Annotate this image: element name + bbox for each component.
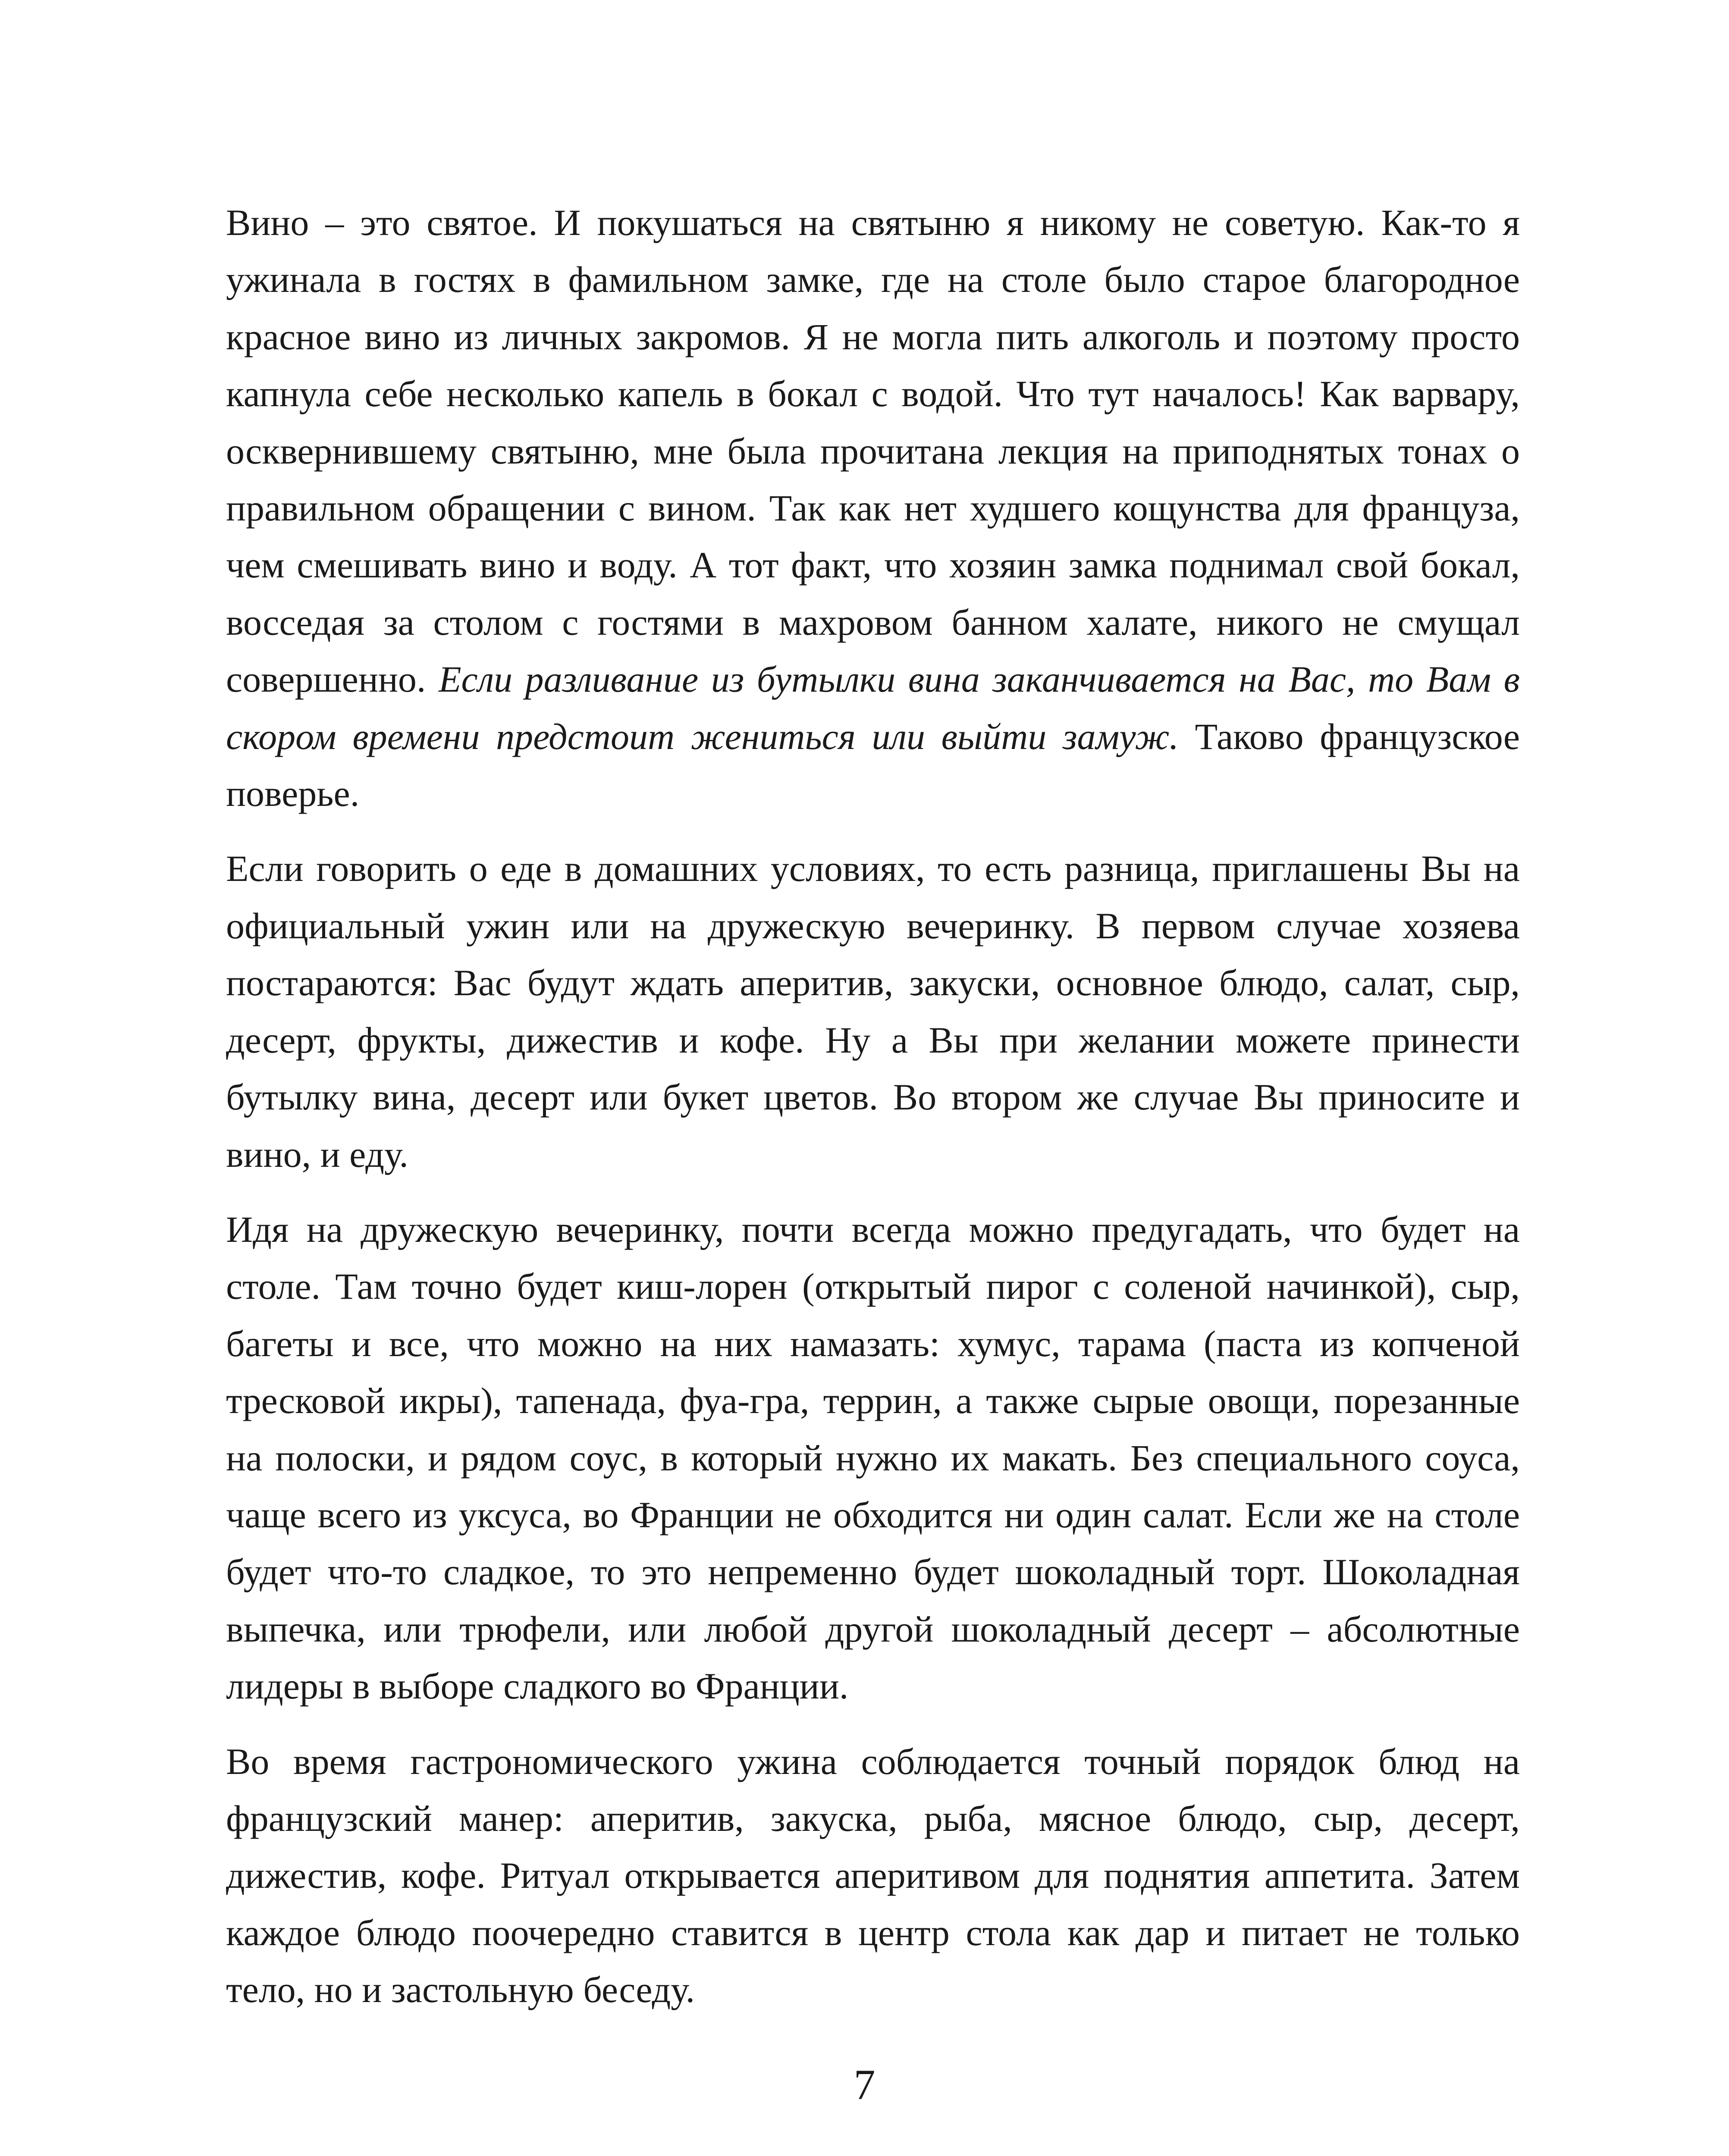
paragraph-home-dining: Если говорить о еде в домашних условиях, то есть разница, приглашены Вы на официальный ужин или на дружескую вечеринку. В первом случае хозяева постараются: Вас будут ждать аперитив, закуски, основное блюдо, салат, сыр, десерт, фрукты, дижестив и кофе. Ну а Вы при желании можете принести бутылку вина, десерт или букет цветов. Во втором же случае Вы приносите и вино, и еду. (226, 848, 1520, 1175)
superstition-italic: Если разливание из бутылки вина заканчивается на Вас, то Вам в скором времени предстоит жениться или выйти замуж. (226, 658, 1520, 757)
paragraph-wine-text: Вино – это святое. И покушаться на святыню я никому не советую. Как-то я ужинала в гостях в фамильном замке, где на столе было старое благородное красное вино из личных закромов. Я не могла пить алкоголь и поэтому просто капнула себе несколько капель в бокал с водой. Что тут началось! Как варвару, осквернившему святыню, мне была прочитана лекция на приподнятых тонах о правильном обращении с вином. Так как нет худшего кощунства для француза, чем смешивать вино и воду. А тот факт, что хозяин замка поднимал свой бокал, восседая за столом с гостями в махровом банном халате, никого не смущал совершенно. (226, 202, 1520, 700)
body-text (226, 194, 1520, 2018)
paragraph-wine-ending: Таково французское поверье. (226, 715, 1520, 815)
page-number: 7 (854, 2061, 875, 2109)
paragraph-wine (226, 194, 1520, 822)
paragraph-friendly-party: Идя на дружескую вечеринку, почти всегда можно предугадать, что будет на столе. Там точно будет киш-лорен (открытый пирог с соленой начинкой), сыр, багеты и все, что можно на них намазать: хумус, тарама (паста из копченой тресковой икры), тапенада, фуа-гра, террин, а также сырые овощи, порезанные на полоски, и рядом соус, в который нужно их макать. Без специального соуса, чаще всего из уксуса, во Франции не обходится ни один салат. Если же на столе будет что-то сладкое, то это непременно будет шоколадный торт. Шоколадная выпечка, или трюфели, или любой другой шоколадный десерт – абсолютные лидеры в выборе сладкого во Франции. (226, 1208, 1520, 1707)
paragraph-gastronomic-dinner: Во время гастрономического ужина соблюдается точный порядок блюд на французский манер: аперитив, закуска, рыба, мясное блюдо, сыр, десерт, дижестив, кофе. Ритуал открывается аперитивом для поднятия аппетита. Затем каждое блюдо поочередно ставится в центр стола как дар и питает не только тело, но и застольную беседу. (226, 1740, 1520, 2011)
